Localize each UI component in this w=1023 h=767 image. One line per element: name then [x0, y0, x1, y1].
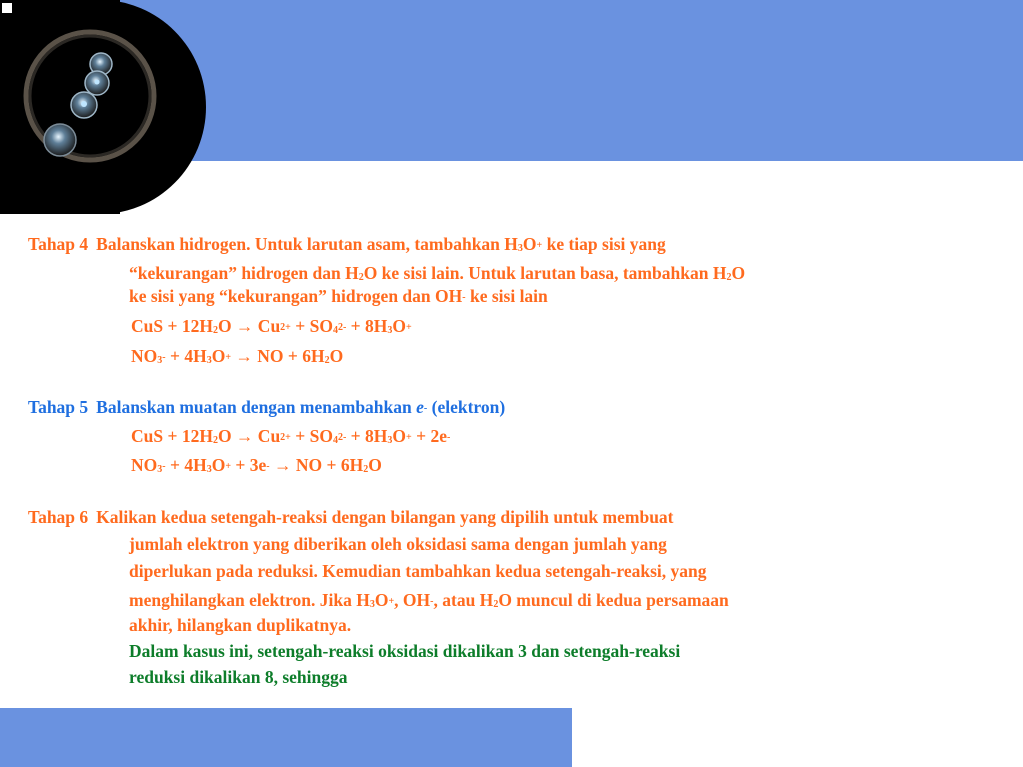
step6-note-line2: reduksi dikalikan 8, sehingga — [129, 667, 348, 687]
subscript: 4 — [332, 325, 338, 336]
step4-text: ke tiap sisi yang — [542, 234, 666, 254]
subscript: 2 — [212, 325, 218, 336]
step4-text: “kekurangan” hidrogen dan H — [129, 263, 359, 283]
step4-line2 — [129, 263, 745, 283]
step4-line3 — [129, 286, 548, 306]
eq-text: + 8H — [346, 426, 388, 446]
step6-line3: diperlukan pada reduksi. Kemudian tambahkan kedua setengah-reaksi, yang — [129, 561, 707, 581]
eq-text: + 2e — [411, 426, 447, 446]
step4-text: Balanskan hidrogen. Untuk larutan asam, tambahkan H — [96, 234, 518, 254]
step6-line4 — [129, 590, 729, 610]
subscript: 3 — [369, 599, 375, 610]
step4-equation-2 — [131, 346, 343, 366]
subscript: 3 — [206, 464, 212, 475]
subscript: 2 — [363, 464, 369, 475]
step4-heading: Tahap 4 — [28, 234, 89, 254]
superscript: - — [423, 403, 428, 414]
electron-symbol: e — [416, 397, 424, 417]
step4-equation-1 — [131, 316, 412, 336]
eq-text: NO — [131, 455, 158, 475]
eq-text: + 3e — [231, 455, 267, 475]
superscript: 2- — [337, 432, 347, 443]
superscript: - — [266, 461, 270, 472]
superscript: + — [406, 432, 412, 443]
step5-equation-1 — [131, 426, 450, 446]
superscript: 2+ — [280, 432, 291, 443]
subscript: 2 — [726, 272, 732, 283]
superscript: - — [462, 292, 466, 303]
step5-line1 — [28, 397, 505, 417]
eq-text: + 8H — [346, 316, 388, 336]
eq-text: O → Cu — [217, 316, 281, 336]
subscript: 3 — [157, 355, 163, 366]
eq-text: NO — [131, 346, 158, 366]
superscript: - — [162, 352, 166, 363]
eq-text: O — [329, 346, 344, 366]
subscript: 3 — [387, 435, 393, 446]
step6-text: , OH — [394, 590, 431, 610]
subscript: 2 — [212, 435, 218, 446]
eq-text: → NO + 6H — [269, 455, 364, 475]
superscript: + — [406, 322, 412, 333]
subscript: 2 — [358, 272, 364, 283]
step5-text: Balanskan muatan dengan menambahkan — [96, 397, 417, 417]
step6-text: , atau H — [433, 590, 494, 610]
subscript: 3 — [157, 464, 163, 475]
step4-text: ke sisi lain — [465, 286, 548, 306]
step6-note-line1: Dalam kasus ini, setengah-reaksi oksidasi dikalikan 3 dan setengah-reaksi — [129, 641, 681, 661]
superscript: + — [225, 352, 232, 363]
bubble-logo-image — [0, 0, 206, 214]
superscript: + — [536, 240, 543, 251]
footer-band — [0, 708, 572, 767]
step6-heading: Tahap 6 — [28, 507, 89, 527]
eq-text: O — [368, 455, 382, 475]
step6-text: menghilangkan elektron. Jika H — [129, 590, 370, 610]
eq-text: CuS + 12H — [131, 426, 213, 446]
step6-line5: akhir, hilangkan duplikatnya. — [129, 615, 352, 635]
eq-text: → NO + 6H — [231, 346, 325, 366]
eq-text: O — [211, 455, 226, 475]
step6-line2: jumlah elektron yang diberikan oleh oksidasi sama dengan jumlah yang — [129, 534, 667, 554]
step5-text: (elektron) — [427, 397, 506, 417]
step4-text: O — [522, 234, 537, 254]
superscript: - — [430, 596, 434, 607]
step6-line1 — [28, 507, 674, 527]
eq-text: O — [392, 426, 407, 446]
eq-text: O → Cu — [217, 426, 281, 446]
eq-text: + SO — [290, 426, 333, 446]
superscript: 2- — [337, 322, 347, 333]
superscript: 2+ — [280, 322, 291, 333]
subscript: 4 — [332, 435, 338, 446]
eq-text: O — [392, 316, 407, 336]
corner-marker — [2, 3, 12, 13]
step6-text: O — [374, 590, 389, 610]
header-band — [120, 0, 1023, 161]
eq-text: CuS + 12H — [131, 316, 213, 336]
eq-text: + SO — [290, 316, 333, 336]
superscript: - — [446, 432, 451, 443]
eq-text: O — [211, 346, 226, 366]
subscript: 3 — [206, 355, 212, 366]
step4-line1 — [28, 234, 666, 254]
superscript: + — [225, 461, 232, 472]
superscript: - — [162, 461, 166, 472]
eq-text: + 4H — [165, 346, 207, 366]
subscript: 3 — [517, 243, 523, 254]
subscript: 3 — [387, 325, 393, 336]
step6-text: Kalikan kedua setengah-reaksi dengan bilangan yang dipilih untuk membuat — [96, 507, 674, 527]
superscript: + — [388, 596, 395, 607]
step4-text: O ke sisi lain. Untuk larutan basa, tambahkan H — [363, 263, 727, 283]
step5-heading: Tahap 5 — [28, 397, 89, 417]
step5-equation-2 — [131, 455, 382, 475]
step4-text: O — [731, 263, 746, 283]
subscript: 2 — [324, 355, 330, 366]
step4-text: ke sisi yang “kekurangan” hidrogen dan OH — [129, 286, 463, 306]
subscript: 2 — [493, 599, 499, 610]
eq-text: + 4H — [165, 455, 207, 475]
step6-text: O muncul di kedua persamaan — [498, 590, 729, 610]
